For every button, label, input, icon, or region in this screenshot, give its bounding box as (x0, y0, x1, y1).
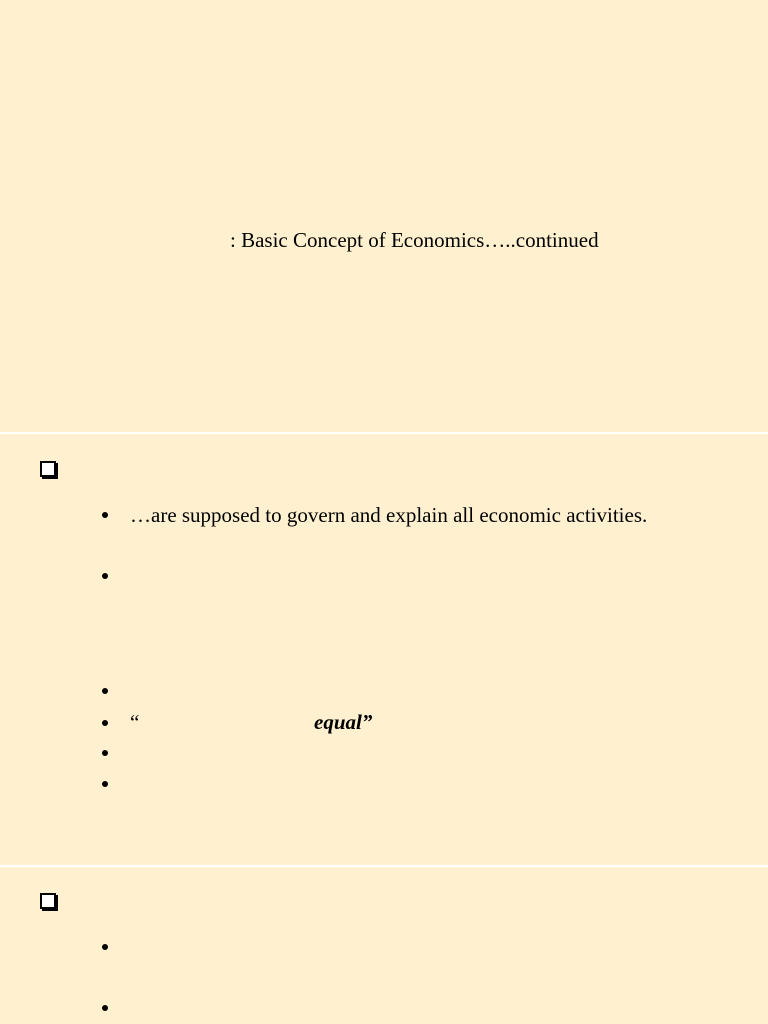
bullet-open-quote: “ (130, 710, 140, 734)
slide-1 (0, 0, 768, 432)
bullet-dot-icon (102, 750, 108, 756)
bullet-dot-icon (102, 1005, 108, 1011)
bullet-dot-icon (102, 512, 108, 518)
bullet-dot-icon (102, 781, 108, 787)
slide-title: : Basic Concept of Economics…..continued (230, 228, 599, 252)
bullet-emphasis-text: equal” (314, 710, 373, 734)
checkbox-bullet-icon (40, 461, 56, 477)
slide-3 (0, 867, 768, 1024)
bullet-dot-icon (102, 573, 108, 579)
bullet-text: …are supposed to govern and explain all economic activities. (130, 503, 648, 527)
bullet-dot-icon (102, 688, 108, 694)
slide-2 (0, 434, 768, 865)
bullet-dot-icon (102, 944, 108, 950)
checkbox-bullet-icon (40, 893, 56, 909)
bullet-dot-icon (102, 720, 108, 726)
